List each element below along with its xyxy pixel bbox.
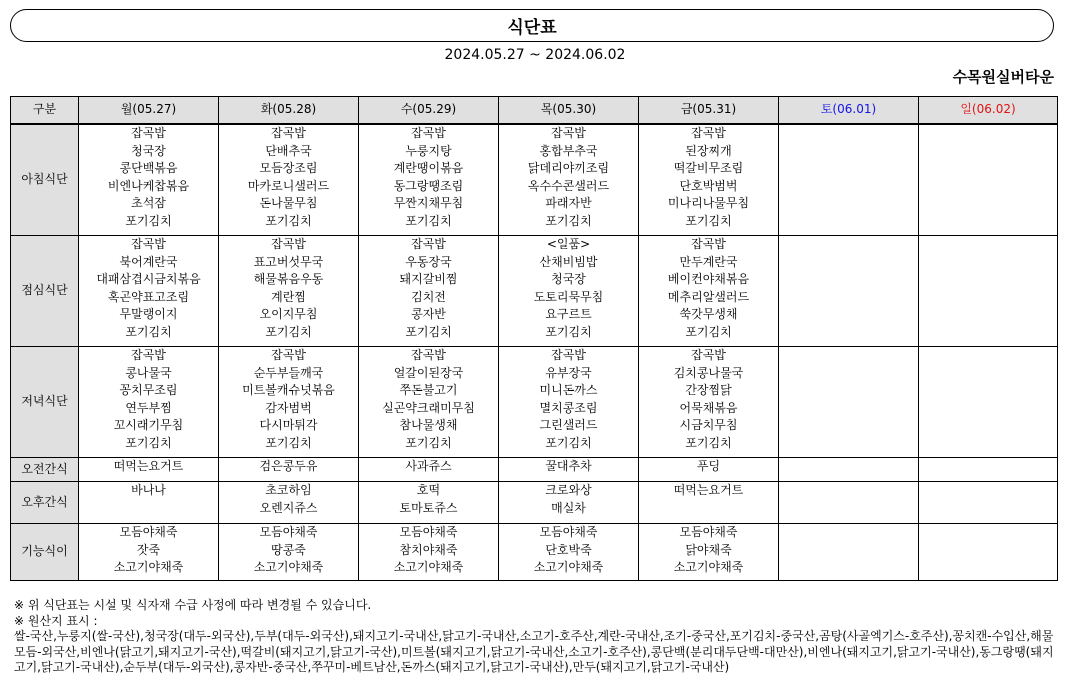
menu-item: 미트볼캐슈넛볶음 [242,383,335,398]
notes-change-notice: ※ 위 식단표는 시설 및 식자재 수급 사정에 따라 변경될 수 있습니다. [14,598,372,612]
menu-cell-morning-snack-sun [919,458,1058,482]
menu-cell-afternoon-snack-sun [919,482,1058,524]
menu-item: 포기김치 [405,213,452,228]
menu-item: 미나리나물무침 [667,196,750,211]
menu-item: 시금치무침 [679,418,738,433]
menu-cell-afternoon-snack-sat [779,482,919,524]
menu-item: 포기김치 [685,435,732,450]
menu-cell-lunch-thu [499,236,639,347]
menu-item: 꽁치무조림 [119,383,178,398]
menu-item: 그린샐러드 [539,418,598,433]
menu-row-lunch [11,236,1058,347]
row-label-functional-diet: 기능식이 [11,524,79,581]
menu-cell-functional-diet-wed [359,524,499,581]
page-title [10,9,1054,42]
menu-item: 사과쥬스 [405,459,452,473]
menu-item: 메추리알샐러드 [667,289,750,304]
menu-item: 잡곡밥 [411,126,446,140]
menu-period: 2024.05.27 ~ 2024.06.02 [444,47,626,63]
menu-cell-functional-diet-mon [79,524,219,581]
menu-item: 쭈돈불고기 [399,383,458,398]
menu-item: 잣죽 [136,542,161,557]
menu-item: 해물볶음우동 [253,272,324,287]
menu-cell-lunch-mon [79,236,219,347]
menu-item: 잡곡밥 [691,126,726,140]
menu-item: 쑥갓무생채 [679,307,738,322]
menu-item: 소고기야채죽 [253,560,324,575]
menu-item: 멸치콩조림 [539,400,598,415]
menu-cell-afternoon-snack-tue [219,482,359,524]
menu-item: 참치야채죽 [399,542,458,557]
menu-item: 포기김치 [545,213,592,228]
menu-item: 꿀대추차 [545,459,592,473]
menu-row-functional-diet [11,524,1058,581]
menu-item: 잡곡밥 [691,348,726,362]
menu-item: 포기김치 [405,435,452,450]
menu-row-dinner [11,347,1058,458]
row-label-afternoon-snack: 오후간식 [11,482,79,524]
menu-item: 단호박범벅 [679,178,738,193]
menu-item: 무말랭이지 [119,307,178,322]
menu-item: 콩나물국 [125,365,172,380]
menu-item: 떡갈비무조림 [673,161,744,176]
menu-item: 떠먹는요거트 [673,483,744,497]
menu-item: 떠먹는요거트 [113,459,184,473]
menu-cell-dinner-thu [499,347,639,458]
menu-item: 잡곡밥 [271,126,306,140]
menu-item: 콩단백볶음 [119,161,178,176]
menu-cell-morning-snack-thu [499,458,639,482]
menu-item: 잡곡밥 [131,348,166,362]
menu-cell-breakfast-mon [79,124,219,236]
menu-item: 초코하임 [265,483,312,497]
menu-item: 꼬시래기무침 [113,418,184,433]
day-header-tue: 화(05.28) [219,97,359,125]
header-corner: 구분 [11,97,79,125]
menu-cell-breakfast-tue [219,124,359,236]
menu-item: 대패삼겹시금치볶음 [96,272,201,287]
menu-item: 순두부들깨국 [253,365,324,380]
menu-cell-lunch-sat [779,236,919,347]
menu-item: 포기김치 [405,324,452,339]
menu-item: 실곤약크래미무침 [382,400,475,415]
menu-item: 포기김치 [265,435,312,450]
menu-item: 모듬야채죽 [259,525,318,539]
notes-origin-heading: ※ 원산지 표시 : [14,613,98,628]
menu-item: 계란찜 [271,289,306,304]
menu-item: 우동장국 [405,254,452,269]
menu-item: 포기김치 [125,324,172,339]
menu-item: 포기김치 [545,435,592,450]
menu-cell-functional-diet-sun [919,524,1058,581]
menu-item: 오렌지쥬스 [259,500,318,515]
notes-origin-list: 쌀-국산,누룽지(쌀-국산),청국장(대두-외국산),두부(대두-외국산),돼지고기-국내산,닭고기-국내산,소고기-호주산,계란-국내산,조기-중국산,포기김치-중국산,곰탕(사골엑기스-호주산),꽁치캔-수입산,해물모듬-외국산,비엔나(닭고기,돼지고기-국산),떡갈비(돼지고기,닭고기-국산),미트볼(돼지고기,닭고기-국내산,소고기-호주산),콩단백(분리대두단백-대만산),비엔나(돼지고기,닭고기-국내산),동그랑땡(돼지고기,닭고기-국내산),순두부(대두-외국산),콩자반-중국산,쭈꾸미-베트남산,돈까스(돼지고기,닭고기-국내산),만두(돼지고기,닭고기-국내산) [14,629,1054,674]
menu-item: 산채비빔밥 [539,254,598,269]
menu-item: 포기김치 [265,324,312,339]
day-header-wed: 수(05.29) [359,97,499,125]
row-label-morning-snack: 오전간식 [11,458,79,482]
menu-item: 베이컨야채볶음 [667,272,750,287]
menu-item: 표고버섯무국 [253,254,324,269]
page-title-text: 식단표 [507,18,557,38]
row-label-lunch: 점심식단 [11,236,79,347]
menu-item: 잡곡밥 [691,237,726,251]
menu-cell-functional-diet-thu [499,524,639,581]
menu-cell-lunch-sun [919,236,1058,347]
menu-cell-dinner-sun [919,347,1058,458]
menu-cell-dinner-wed [359,347,499,458]
menu-cell-dinner-mon [79,347,219,458]
menu-item: 된장찌개 [685,143,732,158]
menu-item: 동그랑땡조림 [393,178,464,193]
menu-item: 매실차 [551,500,586,515]
menu-item: 단배추국 [265,143,312,158]
row-label-breakfast: 아침식단 [11,124,79,236]
menu-item: 돼지갈비찜 [399,272,458,287]
menu-item: 어묵채볶음 [679,400,738,415]
menu-cell-dinner-tue [219,347,359,458]
menu-item: 얼갈이된장국 [393,365,464,380]
menu-cell-functional-diet-tue [219,524,359,581]
menu-item: 포기김치 [125,213,172,228]
menu-item: 검은콩두유 [259,459,318,473]
menu-item: 모듬장조림 [259,161,318,176]
menu-item: 소고기야채죽 [113,560,184,575]
day-header-sat: 토(06.01) [779,97,919,125]
menu-item: 콩자반 [411,307,446,322]
menu-item: 포기김치 [685,324,732,339]
menu-item: 포기김치 [265,213,312,228]
menu-item: 잡곡밥 [131,237,166,251]
menu-item: 간장찜닭 [685,383,732,398]
menu-item: 김치전 [411,289,446,304]
menu-cell-morning-snack-tue [219,458,359,482]
menu-cell-breakfast-thu [499,124,639,236]
menu-item: 잡곡밥 [411,348,446,362]
menu-item: 참나물생채 [399,418,458,433]
menu-item: 모듬야채죽 [119,525,178,539]
menu-cell-lunch-tue [219,236,359,347]
menu-item: 포기김치 [125,435,172,450]
menu-item: 만두계란국 [679,254,738,269]
menu-cell-morning-snack-wed [359,458,499,482]
menu-item: 단호박죽 [545,542,592,557]
menu-item: 돈나물무침 [259,196,318,211]
menu-item: 포기김치 [545,324,592,339]
menu-item: 땅콩죽 [271,542,306,557]
menu-item: 김치콩나물국 [673,365,744,380]
menu-item: 비엔나케찹볶음 [107,178,190,193]
menu-item: 닭데리야끼조림 [527,161,610,176]
menu-item: 소고기야채죽 [393,560,464,575]
day-header-fri: 금(05.31) [639,97,779,125]
menu-cell-lunch-fri [639,236,779,347]
menu-item: 다시마튀각 [259,418,318,433]
day-header-sun: 일(06.02) [919,97,1058,125]
menu-item: 닭야채죽 [685,542,732,557]
menu-item: 푸딩 [696,459,721,473]
menu-cell-functional-diet-sat [779,524,919,581]
menu-item: 모듬야채죽 [679,525,738,539]
menu-item: 계란땡이볶음 [393,161,464,176]
menu-cell-afternoon-snack-wed [359,482,499,524]
menu-cell-morning-snack-mon [79,458,219,482]
menu-item: 포기김치 [685,213,732,228]
menu-cell-morning-snack-fri [639,458,779,482]
menu-item: 초석잠 [131,196,166,211]
menu-item: 홍합부추국 [539,143,598,158]
menu-item: 청국장 [131,143,166,158]
menu-row-morning-snack [11,458,1058,482]
menu-item: 잡곡밥 [551,348,586,362]
menu-cell-breakfast-fri [639,124,779,236]
menu-item: 잡곡밥 [271,348,306,362]
menu-item: 잡곡밥 [271,237,306,251]
menu-item: 파래자반 [545,196,592,211]
menu-cell-morning-snack-sat [779,458,919,482]
menu-cell-functional-diet-fri [639,524,779,581]
menu-item: 모듬야채죽 [399,525,458,539]
menu-cell-afternoon-snack-fri [639,482,779,524]
menu-item: 누룽지탕 [405,143,452,158]
day-header-mon: 월(05.27) [79,97,219,125]
menu-cell-dinner-sat [779,347,919,458]
menu-item: 토마토쥬스 [399,500,458,515]
menu-item: 혹곤약표고조림 [107,289,190,304]
weekly-menu-table [10,96,1058,581]
row-label-dinner: 저녁식단 [11,347,79,458]
menu-cell-breakfast-wed [359,124,499,236]
menu-item: 연두부찜 [125,400,172,415]
menu-item: 호떡 [416,483,441,497]
menu-item: 소고기야채죽 [673,560,744,575]
menu-row-breakfast [11,124,1058,236]
menu-item: 모듬야채죽 [539,525,598,539]
menu-cell-dinner-fri [639,347,779,458]
notes [14,598,1059,676]
menu-cell-afternoon-snack-mon [79,482,219,524]
menu-item: 미니돈까스 [539,383,598,398]
menu-item: 잡곡밥 [411,237,446,251]
organization-name: 수목원실버타운 [952,68,1054,86]
menu-item: 북어계란국 [119,254,178,269]
menu-item: 잡곡밥 [551,126,586,140]
menu-item: <일품> [546,237,591,251]
menu-item: 옥수수콘샐러드 [527,178,610,193]
menu-item: 마카로니샐러드 [247,178,330,193]
menu-cell-afternoon-snack-thu [499,482,639,524]
menu-item: 잡곡밥 [131,126,166,140]
menu-item: 무짠지채무침 [393,196,464,211]
menu-cell-breakfast-sat [779,124,919,236]
menu-item: 오이지무침 [259,307,318,322]
menu-item: 도토리묵무침 [533,289,604,304]
day-header-thu: 목(05.30) [499,97,639,125]
header-row [11,97,1058,125]
menu-body [11,124,1058,581]
menu-item: 요구르트 [545,307,592,322]
menu-row-afternoon-snack [11,482,1058,524]
menu-item: 감자범벅 [265,400,312,415]
menu-item: 소고기야채죽 [533,560,604,575]
menu-item: 바나나 [131,483,166,497]
menu-item: 청국장 [551,272,586,287]
menu-cell-lunch-wed [359,236,499,347]
menu-cell-breakfast-sun [919,124,1058,236]
menu-item: 크로와상 [545,483,592,497]
menu-item: 유부장국 [545,365,592,380]
